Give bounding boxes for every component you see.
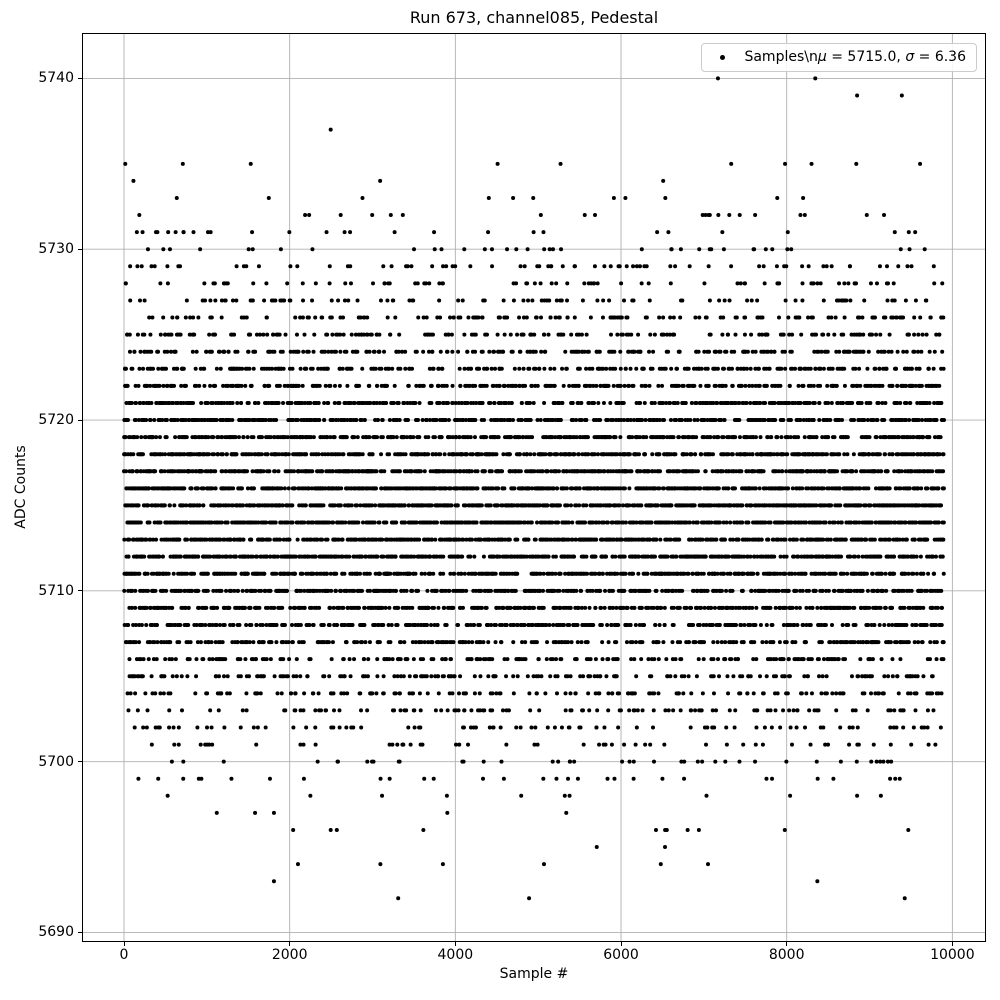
legend-marker-dot-icon: [720, 55, 725, 60]
x-tick-label: 2000: [271, 947, 308, 963]
legend-mu-symbol: μ: [817, 49, 827, 65]
scatter-canvas: [83, 34, 985, 941]
chart-title: Run 673, channel085, Pedestal: [409, 8, 659, 27]
x-tick-mark: [786, 942, 787, 946]
y-tick-label: 5710: [38, 582, 74, 599]
y-tick-label: 5690: [38, 924, 74, 941]
y-tick-mark: [78, 249, 82, 250]
y-tick-mark: [78, 932, 82, 933]
x-axis-label: Sample #: [499, 966, 569, 982]
x-tick-label: 0: [119, 947, 129, 963]
x-tick-mark: [124, 942, 125, 946]
legend-label-prefix: Samples\n: [744, 49, 818, 65]
x-tick-mark: [621, 942, 622, 946]
legend-mu-value: = 5715.0,: [826, 49, 906, 65]
x-tick-mark: [289, 942, 290, 946]
x-tick-label: 6000: [603, 947, 639, 963]
x-tick-mark: [455, 942, 456, 946]
y-tick-label: 5740: [38, 70, 74, 87]
y-tick-label: 5730: [38, 241, 74, 258]
y-tick-mark: [78, 78, 82, 79]
x-tick-mark: [952, 942, 953, 946]
y-tick-label: 5700: [38, 753, 74, 770]
y-axis-label: ADC Counts: [13, 445, 29, 529]
x-tick-label: 8000: [768, 947, 805, 963]
y-tick-label: 5720: [38, 412, 74, 429]
y-tick-mark: [78, 590, 82, 591]
legend-sigma-symbol: σ: [905, 49, 915, 65]
y-tick-mark: [78, 761, 82, 762]
x-tick-label: 10000: [930, 947, 975, 963]
plot-area: [82, 33, 986, 942]
y-tick-mark: [78, 420, 82, 421]
legend: [701, 43, 977, 72]
legend-label: [744, 49, 966, 66]
x-tick-label: 4000: [437, 947, 474, 963]
legend-sigma-value: = 6.36: [914, 49, 966, 65]
